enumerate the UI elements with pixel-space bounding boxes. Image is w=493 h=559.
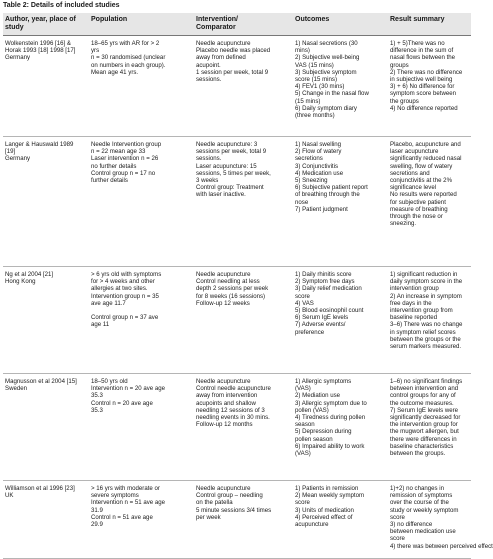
cell-text-line: 5) Sneezing [295,177,328,185]
cell-text-line: free days in the [390,299,432,307]
cell-text-line: study [5,24,24,31]
cell-text-line: 2) Flow of watery [295,148,342,156]
cell-text-line: laser acupuncture [390,148,439,156]
header-result-summary [388,13,471,36]
cell-text-line: 3) Allergic symptom due to [295,399,367,407]
cell-text-line: 1) Daily rhinitis score [295,271,352,278]
cell-text-line: intervention group from [390,307,453,315]
cell-text-line: 3) Subjective symptom [295,68,357,76]
cell-text-line: needling events in 30 mins. [196,414,270,422]
cell-text-line: 1) significant reduction in [390,271,458,278]
cell-text-line: per week [196,513,221,521]
cell-text-line: 3) + 6) No difference for [390,83,455,91]
cell-text-line: Result summary [390,16,445,23]
cell-text-line: symptom score between [390,90,457,98]
cell-text-line: baseline reported [390,314,438,322]
cell-text-line: 2) Mediation use [295,392,341,400]
cell-text-line: Intervention/ [196,16,239,23]
cell-text-line: 4) Perceived effect of [295,513,353,521]
cell-text-line: between the groups or the [390,335,461,343]
result-summary-cell [388,36,471,137]
cell-text-line: significantly reduced nasal [390,155,462,163]
cell-text-line: daily symptom score in the [390,278,463,286]
cell-text-line: allergies at two sites. [91,285,148,293]
cell-text-line: No results were reported [390,191,457,199]
cell-text-line: 6) Impaired ability to work [295,442,365,450]
cell-text-line: 35.3 [91,392,103,400]
cell-text-line: Ng et al 2004 [21] [5,271,54,278]
cell-text-line: n = 22 mean age 33 [91,148,146,156]
cell-text-line: Needle acupuncture [196,271,251,278]
cell-text-line: acupoint. [196,61,221,69]
cell-text-line: nose [295,198,309,206]
cell-text-line: no further details [91,162,137,170]
cell-text-line: Follow-up 12 weeks [196,299,250,307]
outcomes-cell [293,481,388,559]
cell-text-line: baseline characteristics [390,442,454,450]
cell-text-line: (VAS) [295,385,311,393]
cell-text-line: needling 12 sessions of 3 [196,406,265,414]
population-cell [89,267,194,374]
cell-text-line: Control group – needling [196,492,263,500]
cell-text-line: 3) Units of medication [295,506,354,514]
cell-text-line: 6) Daily symptom diary [295,104,357,112]
cell-text-line: age 11 [91,321,110,329]
intervention-cell [194,481,293,559]
cell-text-line: > 6 yrs old with symptoms [91,271,162,278]
cell-text-line: Population [91,16,128,23]
cell-text-line: 2) An increase in symptom [390,292,462,300]
cell-text-line: severe symptoms [91,492,139,500]
cell-text-line: 29.9 [91,521,103,529]
cell-text-line: 5) Change in the nasal flow [295,90,369,98]
intervention-cell [194,374,293,481]
cell-text-line: Control n = 20 ave age [91,399,153,407]
cell-text-line: 4) FEV1 (30 mins) [295,83,345,91]
cell-text-line: Needle acupuncture [196,485,251,492]
cell-text-line: of breathing through the [295,191,360,199]
cell-text-line: Laser intervention n = 26 [91,155,159,163]
cell-text-line: 1) Allergic symptoms [295,378,352,385]
cell-text-line: Follow-up 12 months [196,421,253,429]
cell-text-line: preference [295,328,325,336]
cell-text-line: yrs [91,47,100,55]
cell-text-line: [19] [5,148,16,156]
cell-text-line: sessions, 5 times per week, [196,169,271,177]
cell-text-line: conjunctivitis at the 2% [390,177,452,185]
table-header [3,13,471,36]
header-population [89,13,194,36]
cell-text-line: Hong Kong [5,278,36,286]
table-row [3,36,471,137]
cell-text-line: (15 mins) [295,97,321,105]
cell-text-line: between the groups. [390,450,446,458]
cell-text-line: 7) Adverse events/ [295,321,346,329]
result-summary-cell [388,374,471,481]
cell-text-line: study or weekly symptom [390,506,459,514]
cell-text-line: 5 minute sessions 3/4 times [196,506,272,514]
cell-text-line: Intervention n = 51 ave age [91,499,166,507]
population-cell [89,374,194,481]
intervention-cell [194,137,293,267]
cell-text-line: 31.9 [91,506,103,514]
cell-text-line: Intervention n = 20 ave age [91,385,166,393]
cell-text-line: 6) Serum IgE levels [295,314,349,322]
intervention-cell [194,267,293,374]
cell-text-line: 2) Subjective well-being [295,54,360,62]
cell-text-line: 5) Depression during [295,428,352,436]
cell-text-line: score (15 mins) [295,76,337,84]
table-row [3,267,471,374]
cell-text-line: 4) there was between perceived effect [390,542,493,550]
cell-text-line: Needle acupuncture [196,40,251,47]
result-summary-cell [388,481,493,559]
cell-text-line: the groups [390,97,419,105]
cell-text-line: Sweden [5,385,28,393]
cell-text-line: secretions and [390,169,430,177]
table-row [3,374,471,481]
table-caption: Table 2: Details of included studies [3,2,120,9]
cell-text-line: secretions [295,155,323,163]
cell-text-line: UK [5,492,14,500]
cell-text-line: over the course of the [390,499,449,507]
cell-text-line: remission of symptoms [390,492,453,500]
cell-text-line: Control group n = 17 no [91,169,156,177]
cell-text-line: measure of breathing [390,205,448,213]
cell-text-line: on numbers in each group). [91,61,166,69]
cell-text-line: 3) no difference [390,521,433,529]
cell-text-line: Control group: Treatment [196,184,264,192]
cell-text-line: 5) Blood eosinophil count [295,307,364,315]
cell-text-line [91,307,192,314]
cell-text-line: sessions. [196,155,222,163]
cell-text-line: 35.3 [91,406,103,414]
cell-text-line: between intervention and [390,385,459,393]
cell-text-line: Laser acupuncture: 15 [196,162,257,170]
table-body [3,36,493,559]
cell-text-line: in subjective well being [390,76,453,84]
cell-text-line: 3) Conjunctivitis [295,162,339,170]
study-cell [3,137,89,267]
cell-text-line: 18–65 yrs with AR for > 2 [91,40,160,47]
cell-text-line: 1) Nasal swelling [295,141,342,148]
cell-text-line: difference in the sum of [390,47,454,55]
cell-text-line: 4) No difference reported [390,104,458,112]
population-cell [89,481,194,559]
cell-text-line: 1)+2) no changes in [390,485,445,492]
cell-text-line: 2) Mean weekly symptom [295,492,365,500]
cell-text-line: on the patella [196,499,233,507]
outcomes-cell [293,267,388,374]
cell-text-line: for > 4 weeks and other [91,278,155,286]
cell-text-line: score [390,513,405,521]
cell-text-line: sessions. [196,76,222,84]
cell-text-line: 1) Patients in remission [295,485,359,492]
cell-text-line: Intervention group n = 35 [91,292,159,300]
cell-text-line: Placebo needle was placed [196,47,271,55]
study-cell [3,374,89,481]
population-cell [89,137,194,267]
cell-text-line: score [295,292,310,300]
result-summary-cell [388,137,471,267]
cell-text-line: 2) Symptom free days [295,278,355,286]
cell-text-line: sessions per week, total 9 [196,148,267,156]
cell-text-line: n = 30 randomised (unclear [91,54,166,62]
cell-text-line: groups [390,61,409,69]
cell-text-line: > 16 yrs with moderate or [91,485,160,492]
cell-text-line: 2) There was no difference [390,68,463,76]
cell-text-line: 18–50 yrs old [91,378,128,385]
cell-text-line: season [295,421,315,429]
cell-text-line: Wolkenstein 1996 [16] & [5,40,71,47]
cell-text-line: 3 weeks [196,177,219,185]
header-row [3,13,471,36]
cell-text-line: there were differences in [390,435,457,443]
cell-text-line: 1) + 5)There was no [390,40,445,47]
cell-text-line: significance level [390,184,437,192]
cell-text-line: 4) VAS [295,299,314,307]
cell-text-line: Horak 1993 [18] 1998 [17] [5,47,76,55]
cell-text-line: Control needling at less [196,278,260,286]
outcomes-cell [293,36,388,137]
cell-text-line: control groups for any of [390,392,456,400]
cell-text-line: Magnusson et al 2004 [15] [5,378,77,385]
result-summary-cell [388,267,471,374]
cell-text-line: 7) Patient judgment [295,205,348,213]
outcomes-cell [293,374,388,481]
cell-text-line: (three months) [295,112,335,120]
cell-text-line: in symptom relief scores [390,328,456,336]
cell-text-line: Germany [5,155,31,163]
cell-text-line: the outcome measures. [390,399,454,407]
cell-text-line: away from defined [196,54,246,62]
intervention-cell [194,36,293,137]
cell-text-line: swelling, flow of watery [390,162,453,170]
cell-text-line: acupuncture [295,521,329,529]
cell-text-line: significantly decreased for [390,414,461,422]
cell-text-line: Comparator [196,24,236,31]
study-cell [3,36,89,137]
header-outcomes [293,13,388,36]
cell-text-line: Needle Intervention group [91,141,162,148]
cell-text-line: intervention group [390,285,439,293]
cell-text-line: Mean age 41 yrs. [91,68,139,76]
cell-text-line: for 8 weeks (16 sessions) [196,292,266,300]
cell-text-line: mins) [295,47,310,55]
cell-text-line: pollen season [295,435,333,443]
cell-text-line: score [390,535,405,543]
cell-text-line: 7) Serum IgE levels were [390,406,459,414]
cell-text-line: Williamson et al 1996 [23] [5,485,75,492]
cell-text-line: further details [91,177,128,185]
table-row [3,137,471,267]
cell-text-line: (VAS) [295,450,311,458]
cell-text-line: 1) Nasal secretions (30 [295,40,358,47]
cell-text-line: with laser inactive. [196,191,246,199]
cell-text-line: Control group n = 37 ave [91,314,159,322]
cell-text-line: through the nose or [390,213,443,221]
population-cell [89,36,194,137]
cell-text-line: Placebo, acupuncture and [390,141,461,148]
cell-text-line: the intervention group for [390,421,458,429]
cell-text-line: 3–6) There was no change [390,321,463,329]
cell-text-line: 3) Daily relief medication [295,285,362,293]
study-cell [3,267,89,374]
cell-text-line: acupoints and shallow [196,399,256,407]
table-row [3,481,471,559]
cell-text-line: Author, year, place of [5,16,76,23]
cell-text-line: for subjective patient [390,198,446,206]
cell-text-line: 1–6) no significant findings [390,378,463,385]
cell-text-line: Needle acupuncture [196,378,251,385]
cell-text-line: nasal flows between the [390,54,456,62]
cell-text-line: pollen (VAS) [295,406,329,414]
cell-text-line: away from intervention [196,392,258,400]
cell-text-line: sneezing. [390,220,417,228]
cell-text-line: 6) Subjective patient report [295,184,368,192]
cell-text-line: 4) Tiredness during pollen [295,414,366,422]
cell-text-line: Control n = 51 ave age [91,513,153,521]
cell-text-line: depth 2 sessions per week [196,285,269,293]
cell-text-line: between medication use [390,528,456,536]
cell-text-line: 4) Medication use [295,169,344,177]
study-cell [3,481,89,559]
cell-text-line: score [295,499,310,507]
cell-text-line: Langer & Hauswald 1989 [5,141,74,148]
cell-text-line: serum markers measured. [390,343,462,351]
header-study [3,13,89,36]
outcomes-cell [293,137,388,267]
cell-text-line: the mugwort allergen, but [390,428,459,436]
cell-text-line: VAS (15 mins) [295,61,334,69]
cell-text-line: Germany [5,54,31,62]
cell-text-line: Outcomes [295,16,330,23]
cell-text-line: Needle acupuncture: 3 [196,141,258,148]
cell-text-line: ave age 11.7 [91,299,126,307]
header-intervention [194,13,293,36]
included-studies-table [3,13,493,559]
cell-text-line: Control needle acupuncture [196,385,271,393]
cell-text-line: 1 session per week, total 9 [196,68,269,76]
